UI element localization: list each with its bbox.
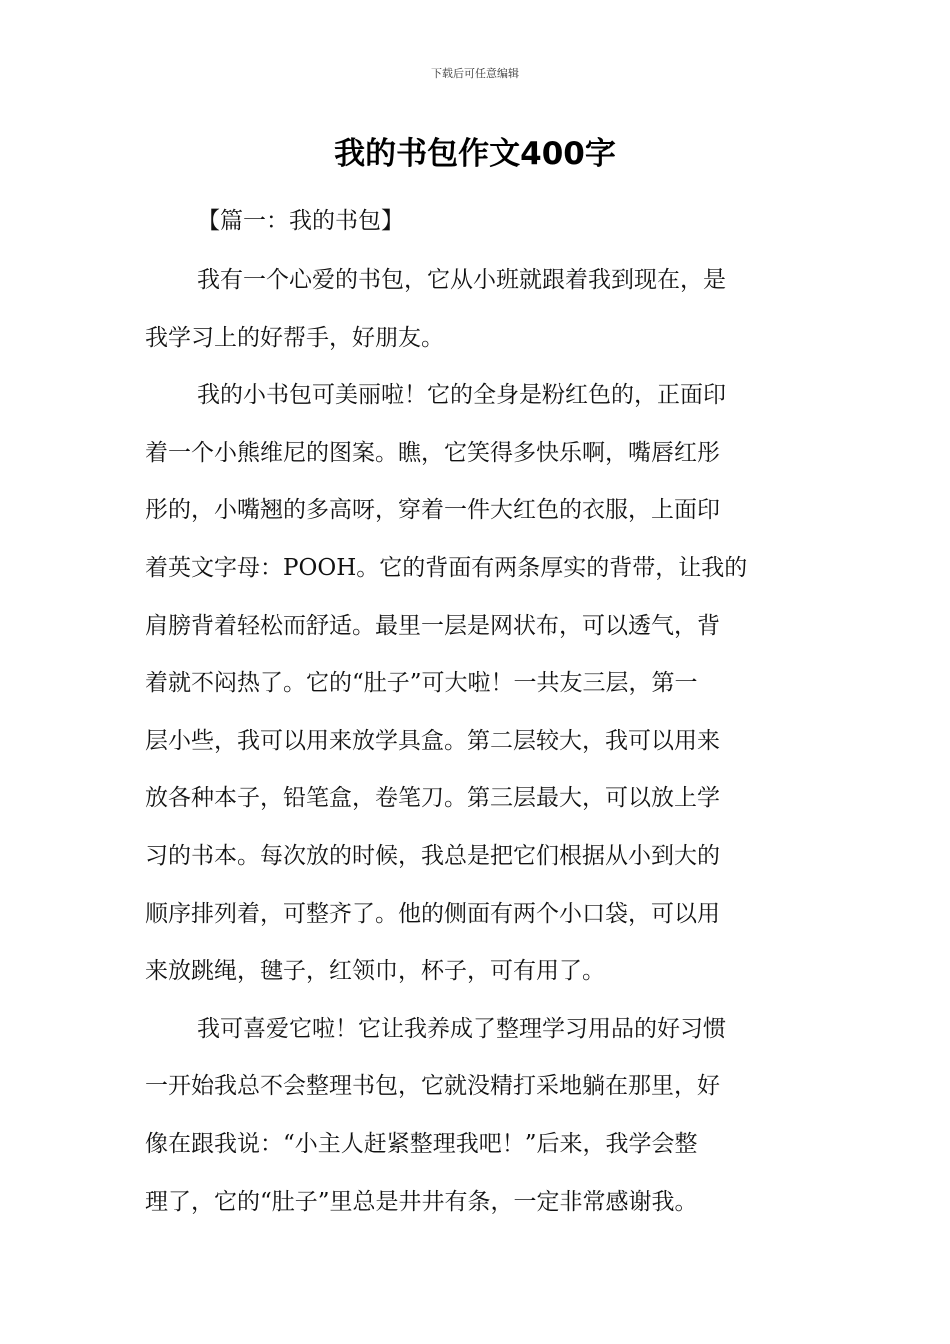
text-line: 像在跟我说：“小主人赶紧整理我吧！”后来，我学会整 [145,1130,698,1157]
text-line: 着一个小熊维尼的图案。瞧，它笑得多快乐啊，嘴唇红彤 [145,439,720,466]
essay-body [145,255,807,1234]
text-line: 一开始我总不会整理书包，它就没精打采地躺在那里，好 [145,1073,720,1100]
text-line: 来放跳绳，毽子，红领巾，杯子，可有用了。 [145,958,605,985]
text-line: 我学习上的好帮手，好朋友。 [145,324,444,351]
text-line: 层小些，我可以用来放学具盒。第二层较大，我可以用来 [145,727,720,754]
text-line: 理了，它的“肚子”里总是井井有条，一定非常感谢我。 [145,1188,698,1215]
paragraph-1 [145,255,807,370]
text-line: 我有一个心爱的书包，它从小班就跟着我到现在，是 [197,267,726,293]
text-line: 我的小书包可美丽啦！它的全身是粉红色的，正面印 [197,382,726,409]
text-line: 顺序排列着，可整齐了。他的侧面有两个小口袋，可以用 [145,900,720,927]
page-title: 我的书包作文400字 [334,136,616,172]
text-line: 我可喜爱它啦！它让我养成了整理学习用品的好习惯 [197,1015,726,1042]
section-heading: 【篇一：我的书包】 [197,208,404,234]
text-line: 放各种本子，铅笔盒，卷笔刀。第三层最大，可以放上学 [145,785,720,812]
text-line: 着英文字母：POOH。它的背面有两条厚实的背带，让我的 [145,554,748,581]
paragraph-3 [145,1004,807,1234]
text-line: 习的书本。每次放的时候，我总是把它们根据从小到大的 [145,842,720,869]
text-line: 肩膀背着轻松而舒适。最里一层是网状布，可以透气，背 [145,612,720,639]
paragraph-2 [145,370,807,1004]
header-note: 下载后可任意编辑 [431,67,519,80]
text-line: 彤的，小嘴翘的多高呀，穿着一件大红色的衣服，上面印 [145,497,720,524]
text-line: 着就不闷热了。它的“肚子”可大啦！一共友三层，第一 [145,670,698,697]
